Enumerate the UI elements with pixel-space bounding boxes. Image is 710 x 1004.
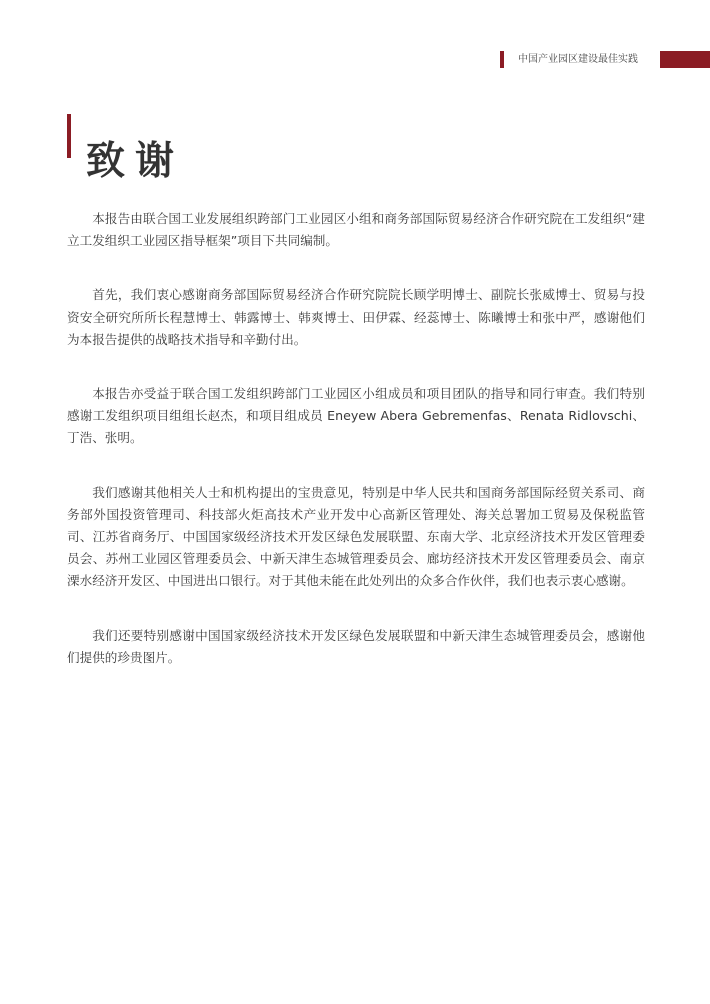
- paragraph-intro: 本报告由联合国工业发展组织跨部门工业园区小组和商务部国际贸易经济合作研究院在工发组织“建立工发组织工业园区指导框架”项目下共同编制。: [67, 211, 645, 249]
- header-accent-bar: [500, 51, 504, 68]
- header-accent-block: [660, 51, 710, 68]
- page-title: 致谢: [86, 139, 185, 185]
- title-accent-bar: [67, 114, 71, 158]
- paragraph-images-thanks: 我们还要特别感谢中国国家级经济技术开发区绿色发展联盟和中新天津生态城管理委员会，感谢他们提供的珍贵图片。: [67, 627, 645, 665]
- paragraph-institutions-thanks: 我们感谢其他相关人士和机构提出的宝贵意见，特别是中华人民共和国商务部国际经贸关系司、商务部外国投资管理司、科技部火炬高技术产业开发中心高新区管理处、海关总署加工贸易及保税监管司、江苏省商务厅、中国国家级经济技术开发区绿色发展联盟、东南大学、北京经济技术开发区管理委员会、苏州工业园区管理委员会、中新天津生态城管理委员会、廊坊经济技术开发区管理委员会、南京溧水经济开发区、中国进出口银行。对于其他未能在此处列出的众多合作伙伴，我们也表示衷心感谢。: [67, 484, 645, 589]
- running-header-title: 中国产业园区建设最佳实践: [518, 54, 638, 65]
- paragraph-unido-thanks: 本报告亦受益于联合国工发组织跨部门工业园区小组成员和项目团队的指导和同行审查。我们特别感谢工发组织项目组组长赵杰，和项目组成员 Eneyew Abera Gebremenfas、Renata Ridlovschi、丁浩、张明。: [67, 386, 645, 446]
- paragraph-academy-thanks: 首先，我们衷心感谢商务部国际贸易经济合作研究院院长顾学明博士、副院长张威博士、贸易与投资安全研究所所长程慧博士、韩露博士、韩爽博士、田伊霖、经蕊博士、陈曦博士和张中严，感谢他们为本报告提供的战略技术指导和辛勤付出。: [67, 287, 645, 347]
- body-content: [67, 208, 645, 701]
